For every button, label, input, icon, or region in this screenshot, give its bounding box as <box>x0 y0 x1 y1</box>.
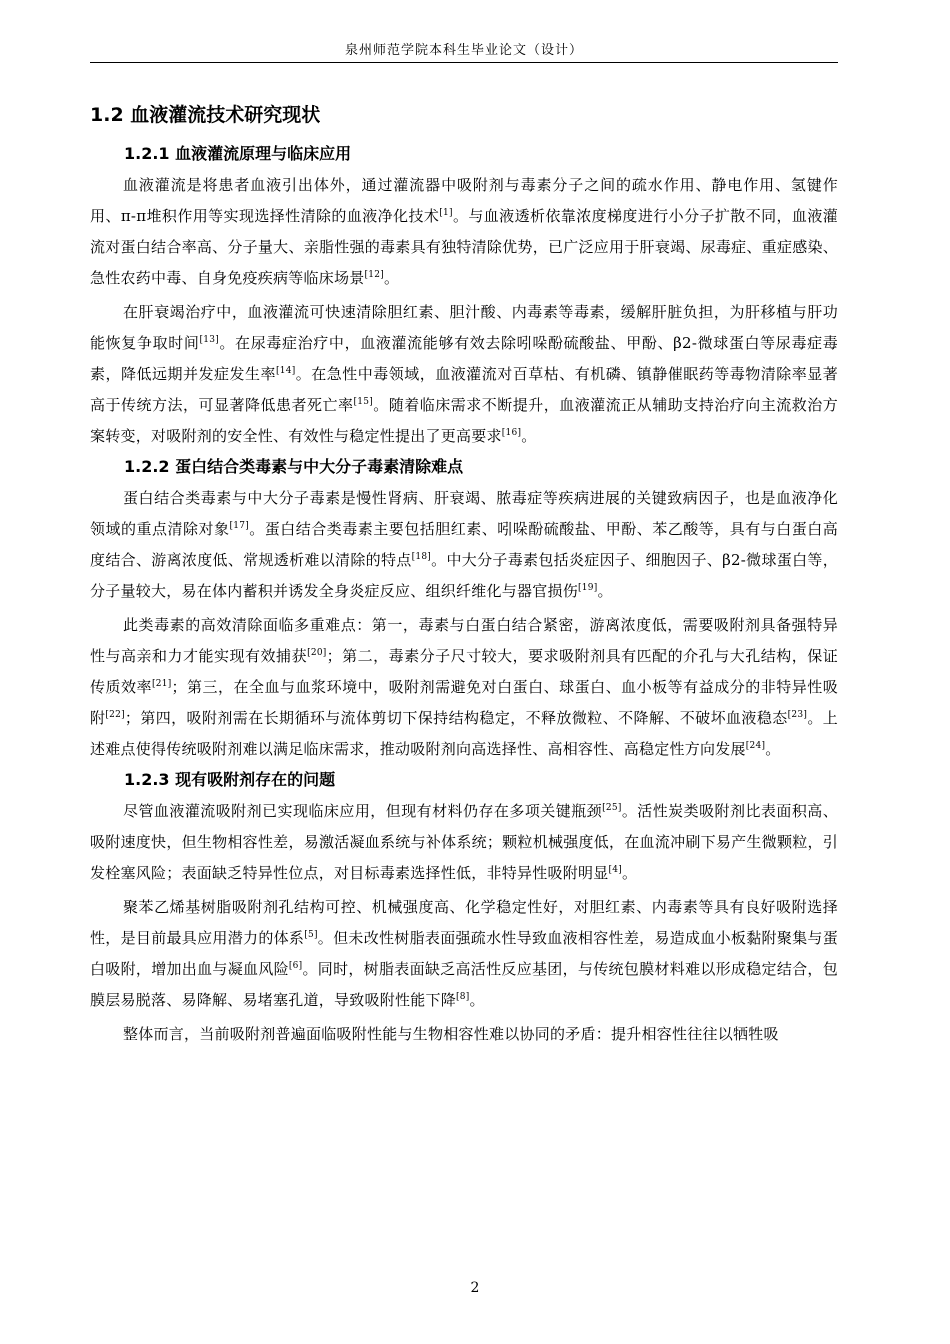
citation-ref: [23] <box>787 710 808 720</box>
subsection-heading: 1.2.2 蛋白结合类毒素与中大分子毒素清除难点 <box>124 457 464 476</box>
paragraph-text: ；第四，吸附剂需在长期循环与流体剪切下保持结构稳定，不释放微粒、不降解、不破坏血液稳态 <box>124 709 788 727</box>
citation-ref: [4] <box>608 865 623 875</box>
citation-ref: [22] <box>105 710 125 720</box>
citation-ref: [8] <box>456 992 470 1002</box>
subsection-heading: 1.2.1 血液灌流原理与临床应用 <box>124 144 352 163</box>
paragraph-text: 。 <box>521 427 537 445</box>
paragraph-text: 尽管血液灌流吸附剂已实现临床应用，但现有材料仍存在多项关键瓶颈 <box>123 802 603 820</box>
citation-ref: [5] <box>304 930 318 940</box>
paragraph-text: 此类毒素的高效清除面临多重难点：第一，毒素与白蛋白结合紧密，游离浓度低，需要吸附剂具备强特异性与高亲和力才能实现有效捕获 <box>90 616 838 665</box>
paragraph-text: 。 <box>622 864 638 882</box>
body-paragraph <box>90 483 838 607</box>
citation-ref: [18] <box>411 552 432 562</box>
paragraph-text: 血液灌流是将患者血液引出体外，通过灌流器中吸附剂与毒素分子之间的疏水作用、静电作用、氢键作用、π-π堆积作用等实现选择性清除的血液净化技术 <box>90 176 838 225</box>
paragraph-text: 。上述难点使得传统吸附剂难以满足临床需求，推动吸附剂向高选择性、高相容性、高稳定性方向发展 <box>90 709 838 758</box>
paragraph-text: 。但未改性树脂表面强疏水性导致血液相容性差，易造成血小板黏附聚集与蛋白吸附，增加出血与凝血风险 <box>90 929 838 978</box>
citation-ref: [1] <box>439 208 453 218</box>
citation-ref: [15] <box>353 397 373 407</box>
paragraph-text: 。同时，树脂表面缺乏高活性反应基团，与传统包膜材料难以形成稳定结合，包膜层易脱落、易降解、易堵塞孔道，导致吸附性能下降 <box>90 960 838 1009</box>
section-heading: 1.2 血液灌流技术研究现状 <box>90 104 321 126</box>
paragraph-text: 整体而言，当前吸附剂普遍面临吸附性能与生物相容性难以协同的矛盾：提升相容性往往以牺牲吸 <box>123 1025 779 1043</box>
subsection-heading: 1.2.3 现有吸附剂存在的问题 <box>124 770 336 789</box>
citation-ref: [25] <box>602 803 622 813</box>
paragraph-text: 。 <box>469 991 485 1009</box>
paragraph-text: 蛋白结合类毒素与中大分子毒素是慢性肾病、肝衰竭、脓毒症等疾病进展的关键致病因子，也是血液净化领域的重点清除对象 <box>90 489 838 538</box>
paragraph-text: 。在急性中毒领域，血液灌流对百草枯、有机磷、镇静催眠药等毒物清除率显著高于传统方法，可显著降低患者死亡率 <box>90 365 838 414</box>
citation-ref: [24] <box>745 741 766 751</box>
paragraph-text: 。中大分子毒素包括炎症因子、细胞因子、β2-微球蛋白等，分子量较大，易在体内蓄积并诱发全身炎症反应、组织纤维化与器官损伤 <box>90 551 838 600</box>
subsections-container <box>90 142 838 1050</box>
running-header: 泉州师范学院本科生毕业论文（设计） <box>90 40 838 63</box>
page-number: 2 <box>470 1280 480 1296</box>
paragraph-text: 。 <box>765 740 781 758</box>
paragraph-text: 。蛋白结合类毒素主要包括胆红素、吲哚酚硫酸盐、甲酚、苯乙酸等，具有与白蛋白高度结合、游离浓度低、常规透析难以清除的特点 <box>90 520 838 569</box>
paragraph-text: ；第三，在全血与血浆环境中，吸附剂需避免对白蛋白、球蛋白、血小板等有益成分的非特异性吸附 <box>90 678 838 727</box>
paragraph-text: 。与血液透析依靠浓度梯度进行小分子扩散不同，血液灌流对蛋白结合率高、分子量大、亲脂性强的毒素具有独特清除优势，已广泛应用于肝衰竭、尿毒症、重症感染、急性农药中毒、自身免疫疾病等临床场景 <box>90 207 838 287</box>
paragraph-text: 。在尿毒症治疗中，血液灌流能够有效去除吲哚酚硫酸盐、甲酚、β2-微球蛋白等尿毒症毒素，降低远期并发症发生率 <box>90 334 838 383</box>
citation-ref: [13] <box>199 335 220 345</box>
paragraph-text: 在肝衰竭治疗中，血液灌流可快速清除胆红素、胆汁酸、内毒素等毒素，缓解肝脏负担，为肝移植与肝功能恢复争取时间 <box>90 303 838 352</box>
body-paragraph <box>90 170 838 294</box>
paragraph-text: 。 <box>597 582 613 600</box>
body-paragraph <box>90 1019 838 1050</box>
paragraph-text: ；第二，毒素分子尺寸较大，要求吸附剂具有匹配的介孔与大孔结构，保证传质效率 <box>90 647 838 696</box>
citation-ref: [6] <box>288 961 303 971</box>
body-paragraph <box>90 892 838 1016</box>
citation-ref: [16] <box>501 428 522 438</box>
paragraph-text: 。活性炭类吸附剂比表面积高、吸附速度快，但生物相容性差，易激活凝血系统与补体系统；颗粒机械强度低，在血流冲刷下易产生微颗粒，引发栓塞风险；表面缺乏特异性位点，对目标毒素选择性低，非特异性吸附明显 <box>90 802 838 882</box>
body-paragraph <box>90 610 838 765</box>
paragraph-text: 。随着临床需求不断提升，血液灌流正从辅助支持治疗向主流救治方案转变，对吸附剂的安全性、有效性与稳定性提出了更高要求 <box>90 396 838 445</box>
citation-ref: [17] <box>229 521 249 531</box>
paragraph-text: 聚苯乙烯基树脂吸附剂孔结构可控、机械强度高、化学稳定性好，对胆红素、内毒素等具有良好吸附选择性，是目前最具应用潜力的体系 <box>90 898 838 947</box>
citation-ref: [21] <box>152 679 172 689</box>
body-paragraph <box>90 796 838 889</box>
paragraph-text: 。 <box>384 269 400 287</box>
citation-ref: [12] <box>364 270 384 280</box>
citation-ref: [14] <box>276 366 296 376</box>
citation-ref: [20] <box>307 648 327 658</box>
citation-ref: [19] <box>578 583 598 593</box>
body-paragraph <box>90 297 838 452</box>
page-body <box>90 96 838 1053</box>
